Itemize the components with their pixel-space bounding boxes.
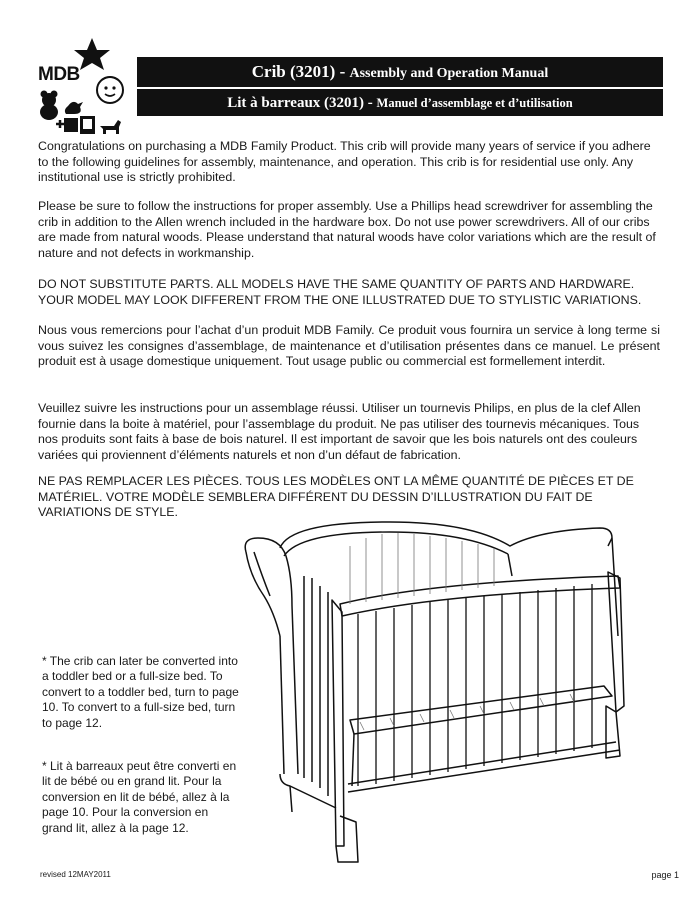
title-french-sub: Manuel d’assemblage et d’utilisation [376,96,573,110]
intro-paragraph-french: Nous vous remercions pour l’achat d’un produit MDB Family. Ce produit vous fournira un service à long terme si vous suivez les consignes d’assemblage, de maintenance et d’utilisation présentes dans ce manuel. Le présent produit est à usage domestique uniquement. Tout usage public ou commercial est formellement interdit. [38,323,660,368]
plus-icon [56,120,64,128]
baby-face-icon [97,77,123,103]
warning-paragraph-english: DO NOT SUBSTITUTE PARTS. ALL MODELS HAVE THE SAME QUANTITY OF PARTS AND HARDWARE. YOUR MODEL MAY LOOK DIFFERENT FROM THE ONE ILLUSTRATED DUE TO STYLISTIC VARIATIONS. [38,277,642,307]
crib-illustration [240,516,636,870]
teddy-bear-icon [40,91,58,121]
mdb-logo [30,36,132,140]
instructions-paragraph-english: Please be sure to follow the instructions for proper assembly. Use a Phillips head screwdriver for assembling the crib in addition to the Allen wrench included in the hardware box. Do not use power screwdrivers. All of our cribs are made from natural woods. Please understand that natural woods have color variations which are the result of nature and not defects in workmanship. [38,199,656,260]
block-icon [64,118,78,132]
duck-icon [65,102,83,114]
warning-paragraph-french: NE PAS REMPLACER LES PIÈCES. TOUS LES MODÈLES ONT LA MÊME QUANTITÉ DE PIÈCES ET DE MATÉRIEL. VOTRE MODÈLE SEMBLERA DIFFÉRENT DU DESSIN D’ILLUSTRATION DU FAIT DE VARIATIONS DE STYLE. [38,474,634,519]
revision-date: revised 12MAY2011 [40,870,111,879]
conversion-note-english: * The crib can later be converted into a toddler bed or a full-size bed. To convert to a toddler bed, turn to page 10. To convert to a full-size bed, turn to page 12. [42,654,239,730]
logo-graphic [30,36,132,140]
intro-paragraph-english: Congratulations on purchasing a MDB Family Product. This crib will provide many years of service if you adhere to the following guidelines for assembly, maintenance, and operation. This crib is for residential use only. Any institutional use is strictly prohibited. [38,139,651,184]
instructions-paragraph-french: Veuillez suivre les instructions pour un assemblage réussi. Utiliser un tournevis Philips, en plus de la clef Allen fournie dans la boite à matériel, pour l’assemblage du produit. Ne pas utiliser des tournevis mécaniques. Tous nos produits sont faits à base de bois naturel. Il est important de savoir que les bois naturels ont des couleurs variées qui proviennent d’éléments naturels et non d’un défaut de fabrication. [38,401,641,462]
logo-text: MDB [38,64,80,85]
title-english-sub: Assembly and Operation Manual [349,66,549,81]
conversion-note-french: * Lit à barreaux peut être converti en lit de bébé ou en grand lit. Pour la conversion en lit de bébé, allez à la page 10. Pour la conversion en grand lit, allez à la page 12. [42,759,237,835]
title-bar-english [137,57,663,87]
title-bar-french [137,89,663,116]
title-english-main: Crib (3201) - [251,62,350,81]
page-number: page 1 [651,870,679,880]
dog-icon [100,120,121,134]
title-french-main: Lit à barreaux (3201) - [227,95,377,111]
